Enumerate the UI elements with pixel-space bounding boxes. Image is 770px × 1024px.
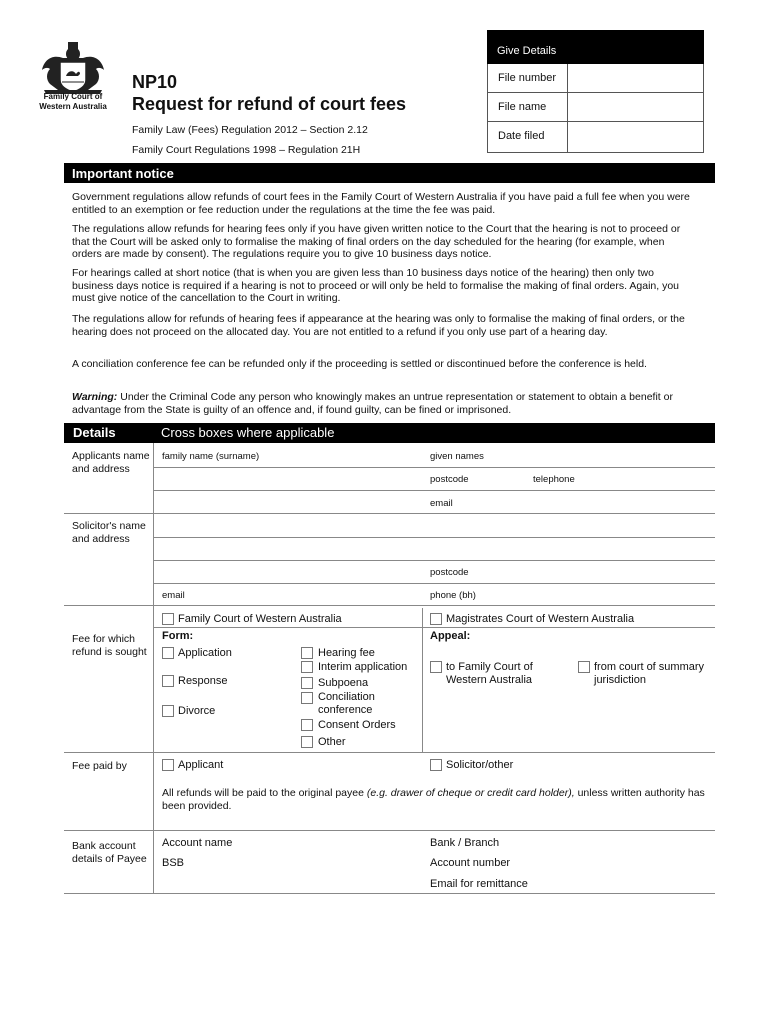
magistrates-court-label: Magistrates Court of Western Australia bbox=[446, 613, 635, 625]
refund-note-example: (e.g. drawer of cheque or credit card holder), bbox=[366, 787, 575, 799]
account-number-label: Account number bbox=[430, 857, 511, 869]
crest-label: Family Court of Western Australia bbox=[39, 92, 107, 111]
given-names-label: given names bbox=[430, 451, 484, 462]
form-heading: Form: bbox=[162, 630, 194, 642]
regulation-line-1: Family Law (Fees) Regulation 2012 – Section 2.12 bbox=[132, 124, 368, 136]
paid-solicitor-checkbox[interactable] bbox=[430, 759, 442, 771]
application-checkbox[interactable] bbox=[162, 647, 174, 659]
solicitor-line-3[interactable] bbox=[154, 583, 715, 584]
warning-label: Warning: bbox=[72, 391, 118, 403]
consent-orders-checkbox[interactable] bbox=[301, 719, 313, 731]
applicant-label: Applicants name and address bbox=[72, 450, 150, 475]
fee-subdivider bbox=[154, 627, 715, 628]
conciliation-conference-label: Conciliation conference bbox=[318, 691, 375, 716]
file-name-field[interactable] bbox=[568, 93, 703, 121]
solicitor-postcode-label: postcode bbox=[430, 567, 469, 578]
form-code: NP10 bbox=[132, 72, 178, 92]
appeal-heading: Appeal: bbox=[430, 630, 471, 642]
hearing-fee-label: Hearing fee bbox=[318, 647, 375, 659]
file-number-field[interactable] bbox=[568, 64, 703, 92]
family-court-checkbox[interactable] bbox=[162, 613, 174, 625]
details-heading: Details bbox=[73, 425, 116, 440]
application-label: Application bbox=[178, 647, 232, 659]
notice-paragraph-5: A conciliation conference fee can be refunded only if the proceeding is settled or discontinued before the conference is held. bbox=[72, 358, 647, 370]
interim-application-label: Interim application bbox=[318, 661, 408, 673]
section-divider bbox=[64, 830, 715, 831]
refund-note-start: All refunds will be paid to the original payee bbox=[162, 787, 367, 799]
applicant-postcode-label: postcode bbox=[430, 474, 469, 485]
warning-text: Under the Criminal Code any person who knowingly makes an untrue representation or statement to obtain a benefit or advantage from the State is guilty of an offence and, if found guilty, can be fined or imprisoned. bbox=[72, 391, 673, 416]
applicant-email-label: email bbox=[430, 498, 453, 509]
divorce-checkbox[interactable] bbox=[162, 705, 174, 717]
date-filed-row bbox=[487, 122, 704, 153]
bottom-rule bbox=[64, 893, 715, 894]
left-column-divider bbox=[153, 443, 154, 893]
notice-paragraph-1: Government regulations allow refunds of court fees in the Family Court of Western Australia if you have paid a full fee when you were entitled to an exemption or fee reduction under the regulations at the time the fee was paid. bbox=[72, 191, 690, 216]
paid-solicitor-label: Solicitor/other bbox=[446, 759, 514, 771]
subpoena-label: Subpoena bbox=[318, 677, 369, 689]
solicitor-line-2[interactable] bbox=[154, 560, 715, 561]
conciliation-conference-checkbox[interactable] bbox=[301, 692, 313, 704]
bank-details-label: Bank account details of Payee bbox=[72, 840, 147, 865]
notice-paragraph-2: The regulations allow refunds for hearing fees only if you have given written notice to the Court that the hearing is not to proceed or that the Court will be asked only to formalise the making of final orders on the day scheduled for the hearing (for example, when orders are made by consent). The regulations require you to give 10 business days notice. bbox=[72, 223, 681, 260]
other-label: Other bbox=[318, 736, 346, 748]
divorce-label: Divorce bbox=[178, 705, 216, 717]
interim-application-checkbox[interactable] bbox=[301, 661, 313, 673]
give-details-heading: Give Details bbox=[487, 30, 704, 64]
solicitor-phone-label: phone (bh) bbox=[430, 590, 476, 601]
notice-paragraph-3: For hearings called at short notice (that is when you are given less than 10 business days notice of the hearing) then only two business days notice is required if a hearing is not to proceed or will only be held to formalise the making of final orders. Again, you must give notice of the cancellation to the Court in writing. bbox=[72, 267, 680, 304]
response-label: Response bbox=[178, 675, 228, 687]
family-court-label: Family Court of Western Australia bbox=[178, 613, 342, 625]
applicant-telephone-label: telephone bbox=[533, 474, 575, 485]
notice-paragraph-4: The regulations allow for refunds of hearing fees if appearance at the hearing was only to formalise the making of final orders, or the hearing does not proceed on the allocated day. You are not entitled to a refund if you only use part of a hearing day. bbox=[72, 313, 685, 338]
important-notice-heading: Important notice bbox=[64, 163, 715, 183]
bsb-label: BSB bbox=[162, 857, 185, 869]
fee-paid-label: Fee paid by bbox=[72, 760, 127, 772]
refund-note-end: unless written authority has been provided. bbox=[162, 787, 705, 812]
form-title: Request for refund of court fees bbox=[132, 94, 407, 114]
bank-branch-label: Bank / Branch bbox=[430, 837, 500, 849]
date-filed-label: Date filed bbox=[488, 122, 568, 152]
from-court-label: from court of summary jurisdiction bbox=[594, 661, 705, 686]
account-name-label: Account name bbox=[162, 837, 233, 849]
solicitor-email-label: email bbox=[162, 590, 185, 601]
warning-paragraph bbox=[72, 391, 692, 416]
paid-applicant-checkbox[interactable] bbox=[162, 759, 174, 771]
section-divider bbox=[64, 752, 715, 753]
email-remittance-label: Email for remittance bbox=[430, 878, 528, 890]
to-family-court-checkbox[interactable] bbox=[430, 661, 442, 673]
other-checkbox[interactable] bbox=[301, 736, 313, 748]
file-number-label: File number bbox=[488, 64, 568, 92]
date-filed-field[interactable] bbox=[568, 122, 703, 152]
give-details-box bbox=[487, 30, 704, 153]
refund-note bbox=[162, 787, 707, 812]
subpoena-checkbox[interactable] bbox=[301, 677, 313, 689]
paid-applicant-label: Applicant bbox=[178, 759, 224, 771]
applicant-line-2[interactable] bbox=[154, 490, 715, 491]
section-divider bbox=[64, 513, 715, 514]
file-name-row bbox=[487, 93, 704, 122]
solicitor-line-1[interactable] bbox=[154, 537, 715, 538]
from-court-checkbox[interactable] bbox=[578, 661, 590, 673]
consent-orders-label: Consent Orders bbox=[318, 719, 396, 731]
file-name-label: File name bbox=[488, 93, 568, 121]
magistrates-court-checkbox[interactable] bbox=[430, 613, 442, 625]
details-heading-bar bbox=[64, 423, 715, 443]
applicant-line-1[interactable] bbox=[154, 467, 715, 468]
family-name-label: family name (surname) bbox=[162, 451, 260, 462]
solicitor-label: Solicitor's name and address bbox=[72, 520, 146, 545]
regulation-line-2: Family Court Regulations 1998 – Regulation 21H bbox=[132, 144, 361, 156]
fee-column-divider bbox=[422, 608, 423, 753]
response-checkbox[interactable] bbox=[162, 675, 174, 687]
details-instruction: Cross boxes where applicable bbox=[161, 425, 335, 440]
file-number-row bbox=[487, 64, 704, 93]
hearing-fee-checkbox[interactable] bbox=[301, 647, 313, 659]
to-family-court-label: to Family Court of Western Australia bbox=[446, 661, 533, 686]
section-divider bbox=[64, 605, 715, 606]
fee-sought-label: Fee for which refund is sought bbox=[72, 633, 147, 658]
